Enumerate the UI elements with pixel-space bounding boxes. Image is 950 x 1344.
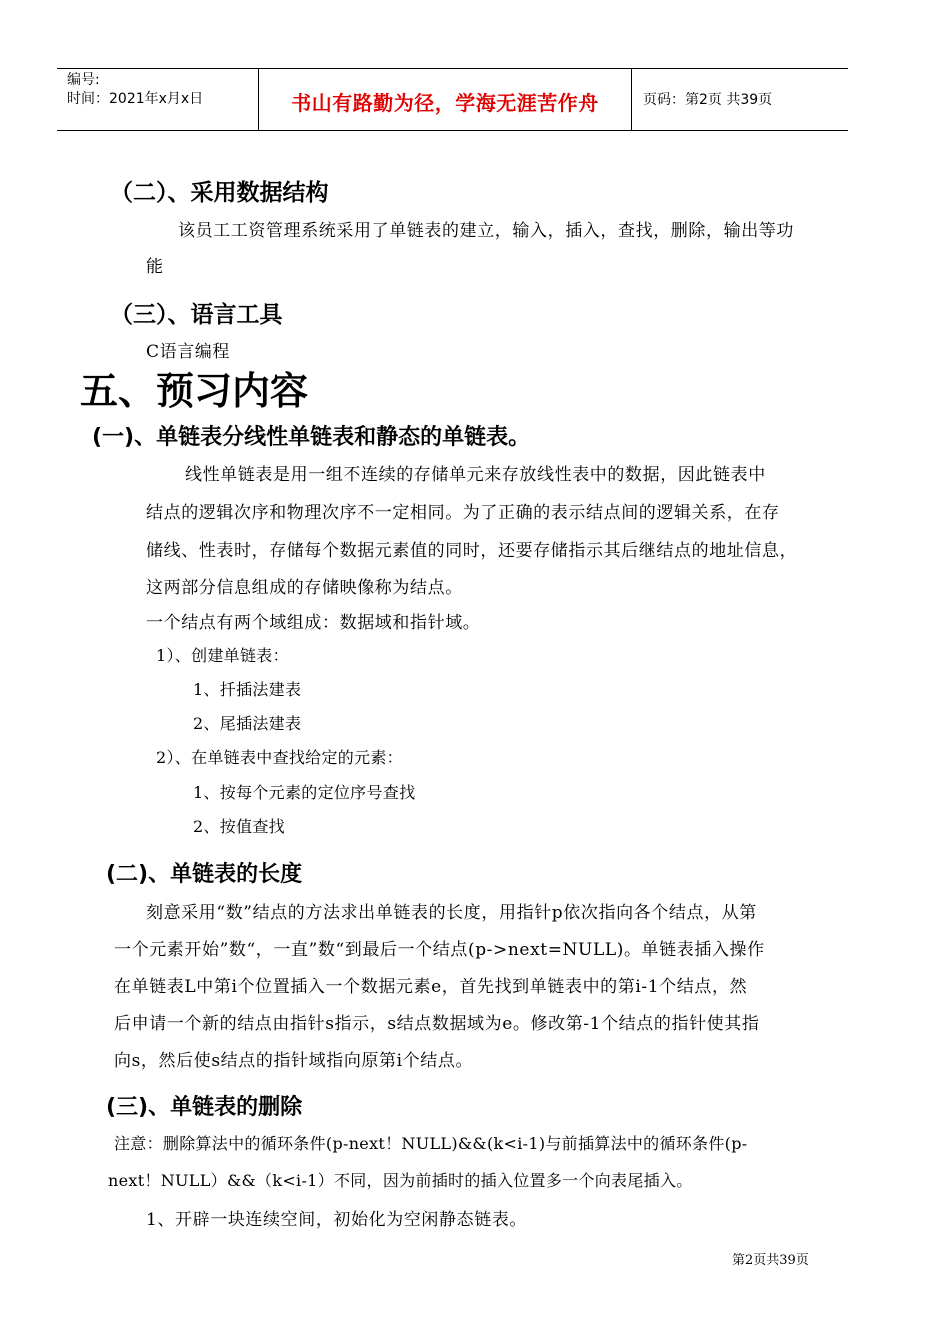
page-header	[57, 68, 848, 131]
paragraph-line: 储线、性表时，存储每个数据元素值的同时，还要存储指示其后继结点的地址信息，	[146, 541, 798, 561]
paragraph-line: 刻意采用“数”结点的方法求出单链表的长度，用指针p依次指向各个结点，从第	[146, 903, 757, 923]
chapter-title: 五、预习内容	[80, 368, 309, 413]
header-motto: 书山有路勤为径，学海无涯苦作舟	[291, 91, 599, 115]
paragraph-line: 线性单链表是用一组不连续的存储单元来存放线性表中的数据，因此链表中	[185, 465, 766, 485]
section-3-text: C语言编程	[146, 342, 231, 362]
chapter-part-2-title: (二)、单链表的长度	[106, 862, 303, 887]
paragraph-line: 这两部分信息组成的存储映像称为结点。	[146, 578, 463, 598]
paragraph-line: 一个结点有两个域组成：数据域和指针域。	[146, 613, 481, 633]
list-item: 1、按每个元素的定位序号查找	[193, 783, 416, 802]
paragraph-line: 一个元素开始”数“，一直”数“到最后一个结点(p->next=NULL)。单链表插入操作	[114, 940, 765, 960]
header-divider	[631, 69, 632, 130]
paragraph-line: 在单链表L中第i个位置插入一个数据元素e，首先找到单链表中的第i-1个结点，然	[114, 977, 748, 997]
chapter-part-1-title: (一)、单链表分线性单链表和静态的单链表。	[92, 425, 531, 450]
paragraph-line: next！NULL）&&（k<i-1）不同，因为前插时的插入位置多一个向表尾插入。	[108, 1171, 693, 1190]
section-3-title: （三）、语言工具	[110, 302, 283, 328]
page-footer: 第2页共39页	[732, 1253, 809, 1268]
paragraph-line: 1、开辟一块连续空间，初始化为空闲静态链表。	[146, 1210, 528, 1230]
list-item: 2、按值查找	[193, 817, 285, 836]
header-page-label: 页码：第2页 共39页	[643, 92, 773, 108]
paragraph-line: 注意：删除算法中的循环条件(p-next！NULL)&&(k<i-1)与前插算法中的循环条件(p-	[114, 1134, 748, 1153]
section-2-text-line: 该员工工资管理系统采用了单链表的建立，输入，插入，查找，删除，输出等功	[178, 221, 794, 241]
header-meta	[67, 71, 203, 109]
paragraph-line: 后申请一个新的结点由指针s指示，s结点数据域为e。修改第-1个结点的指针使其指	[114, 1014, 760, 1034]
list-item: 1）、创建单链表：	[156, 646, 289, 665]
section-2-title: （二）、采用数据结构	[110, 180, 329, 206]
list-item: 2）、在单链表中查找给定的元素：	[156, 748, 403, 767]
header-time-label: 时间：2021年x月x日	[67, 91, 204, 107]
paragraph-line: 结点的逻辑次序和物理次序不一定相同。为了正确的表示结点间的逻辑关系，在存	[146, 503, 780, 523]
header-number-label: 编号:	[67, 72, 100, 88]
list-item: 2、尾插法建表	[193, 714, 302, 733]
chapter-part-3-title: (三)、单链表的删除	[106, 1095, 303, 1120]
list-item: 1、扦插法建表	[193, 680, 302, 699]
paragraph-line: 向s，然后使s结点的指针域指向原第i个结点。	[114, 1051, 474, 1071]
section-2-text-line: 能	[146, 257, 164, 277]
